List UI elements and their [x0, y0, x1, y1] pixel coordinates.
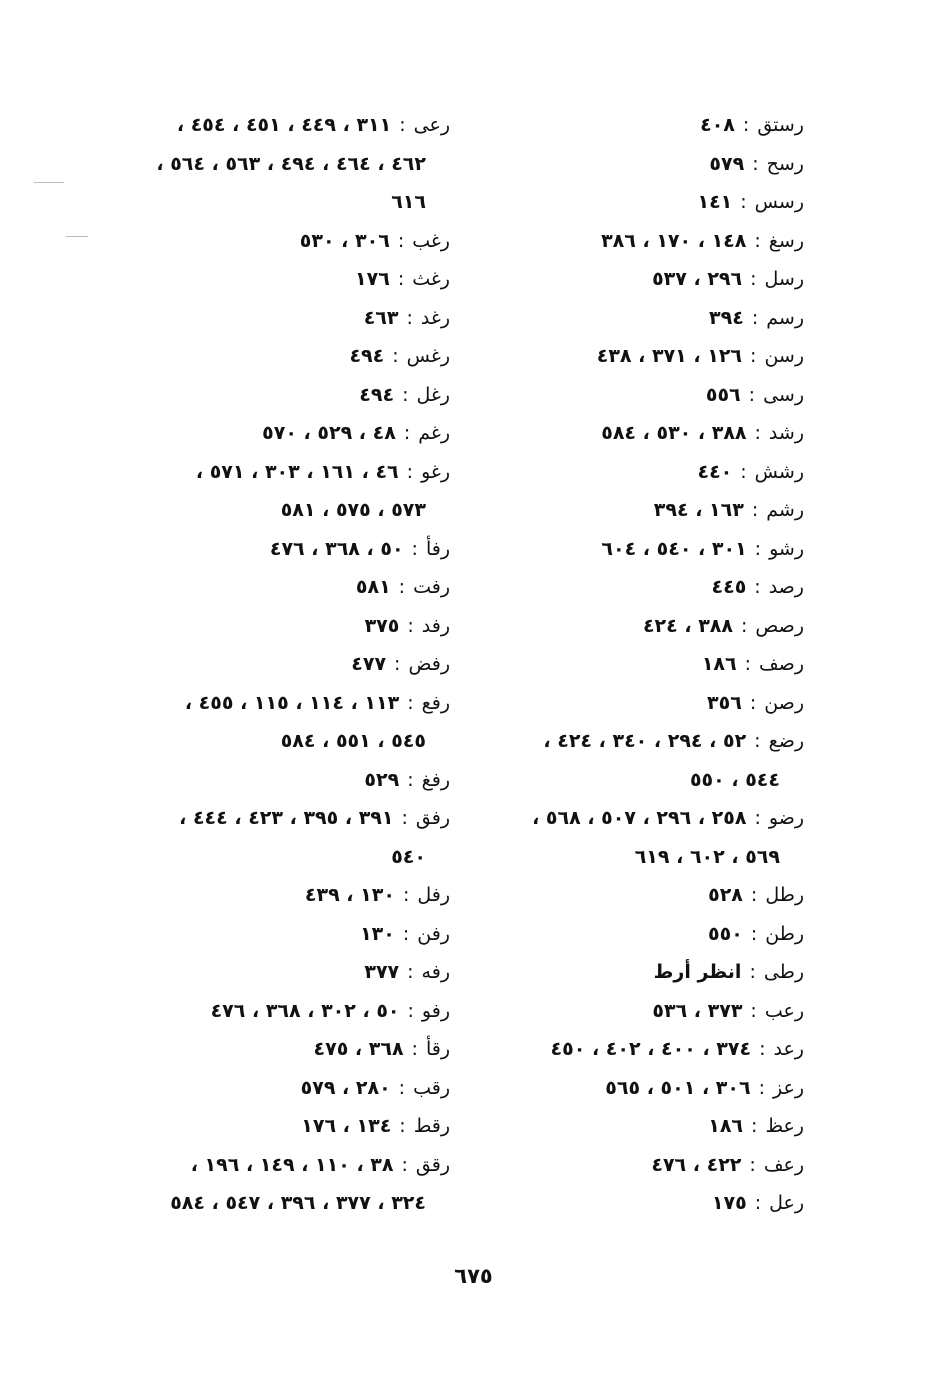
- entry-page-refs: ٣٨٨ ، ٤٢٤: [642, 614, 733, 637]
- entry-page-refs: ٣٧٥: [364, 614, 400, 637]
- index-entry: [80, 530, 450, 569]
- entry-page-refs: ٢٨٠ ، ٥٧٩: [300, 1076, 391, 1099]
- entry-page-refs: ٤٦ ، ١٦١ ، ٣٠٣ ، ٥٧١ ،: [195, 460, 399, 483]
- entry-separator: :: [754, 1192, 762, 1214]
- entry-page-refs: ١٨٦: [701, 653, 737, 675]
- entry-page-refs: ٤٩٤: [359, 383, 395, 406]
- index-entry: [444, 684, 804, 723]
- index-entry: [444, 106, 804, 145]
- entry-separator: :: [754, 537, 762, 560]
- entry-separator: :: [411, 1038, 418, 1060]
- entry-root: رغث: [412, 268, 450, 290]
- entry-root: رفو: [421, 999, 450, 1022]
- entry-page-refs: ١١٣ ، ١١٤ ، ١١٥ ، ٤٥٥ ،: [184, 691, 400, 714]
- entry-page-refs: ٥٦٩ ، ٦٠٢ ، ٦١٩: [634, 845, 780, 868]
- entry-page-refs: ١٣٤ ، ١٧٦: [301, 1115, 392, 1137]
- entry-root: رصن: [764, 691, 804, 714]
- index-entry: [444, 453, 804, 492]
- entry-separator: :: [399, 114, 406, 136]
- entry-separator: :: [402, 884, 410, 906]
- entry-page-refs: ٤٦٢ ، ٤٦٤ ، ٤٩٤ ، ٥٦٣ ، ٥٦٤ ،: [156, 152, 426, 175]
- entry-page-refs: ٣٨٨ ، ٥٣٠ ، ٥٨٤: [601, 422, 747, 444]
- entry-root: رستق: [757, 114, 804, 136]
- entry-root: رشم: [766, 499, 804, 521]
- entry-separator: :: [398, 576, 406, 598]
- entry-root: رفه: [421, 961, 450, 983]
- index-entry: [444, 222, 804, 261]
- entry-root: رفق: [415, 807, 450, 829]
- entry-separator: :: [407, 691, 414, 714]
- entry-separator: :: [750, 345, 757, 367]
- index-entry: [80, 761, 450, 800]
- entry-separator: :: [749, 691, 757, 714]
- index-entry: [80, 876, 450, 915]
- entry-separator: :: [751, 1115, 758, 1137]
- entry-page-refs: ١٧٦: [355, 268, 390, 290]
- entry-page-refs: ٤٦٣: [363, 306, 399, 329]
- index-entry: [444, 299, 804, 338]
- entry-root: رعف: [763, 1153, 804, 1176]
- entry-root: رقأ: [425, 1038, 450, 1060]
- page-number: ٦٧٥: [454, 1264, 493, 1288]
- entry-root: رطن: [765, 922, 804, 945]
- entry-page-refs: ٦١٦: [391, 191, 426, 213]
- entry-root: رغم: [418, 422, 450, 444]
- entry-root: رصف: [759, 653, 804, 675]
- entry-separator: :: [740, 460, 747, 483]
- entry-page-refs: ٣٢٤ ، ٣٧٧ ، ٣٩٦ ، ٥٤٧ ، ٥٨٤: [170, 1192, 426, 1214]
- entry-root: رسل: [764, 268, 804, 290]
- index-entry-continuation: [80, 491, 450, 530]
- entry-page-refs: ٣١١ ، ٤٤٩ ، ٤٥١ ، ٤٥٤ ،: [176, 114, 392, 136]
- entry-separator: :: [749, 1153, 756, 1176]
- entry-page-refs: ٥٠ ، ٣٠٢ ، ٣٦٨ ، ٤٧٦: [210, 999, 400, 1022]
- index-entry: [444, 915, 804, 954]
- entry-page-refs: ٣٠٦ ، ٥٠١ ، ٥٦٥: [605, 1076, 751, 1099]
- index-entry: [80, 799, 450, 838]
- index-entry-continuation: [444, 761, 804, 800]
- entry-separator: :: [750, 884, 758, 906]
- entry-root: رفغ: [421, 768, 450, 791]
- entry-page-refs: ٢٩٦ ، ٥٣٧: [652, 268, 743, 290]
- entry-page-refs: ٤٩٤: [349, 345, 385, 367]
- entry-root: رعب: [764, 999, 804, 1022]
- entry-separator: :: [401, 807, 408, 829]
- entry-root: رعى: [413, 114, 450, 136]
- index-column-right: [444, 106, 804, 1223]
- entry-root: رقط: [413, 1115, 450, 1137]
- entry-root: رفع: [421, 691, 450, 714]
- index-entry: [80, 953, 450, 992]
- index-entry: [80, 106, 450, 145]
- entry-root: رفد: [421, 614, 450, 637]
- entry-root: رغو: [421, 460, 450, 483]
- index-entry: [80, 992, 450, 1031]
- index-entry: [444, 260, 804, 299]
- index-entry: [80, 299, 450, 338]
- entry-separator: :: [752, 152, 759, 175]
- index-entry: [444, 1184, 804, 1223]
- entry-root: رطل: [765, 884, 804, 906]
- entry-page-refs: ٢٥٨ ، ٢٩٦ ، ٥٠٧ ، ٥٦٨ ،: [532, 807, 747, 829]
- entry-root: رضع: [768, 730, 804, 752]
- entry-root: رفت: [413, 576, 450, 598]
- index-entry: [80, 414, 450, 453]
- entry-root: رفل: [417, 884, 450, 906]
- entry-page-refs: ٣٦٨ ، ٤٧٥: [313, 1038, 404, 1060]
- entry-root: رغس: [406, 345, 450, 367]
- entry-page-refs: ١٦٣ ، ٣٩٤: [653, 499, 744, 521]
- entry-root: رعد: [773, 1038, 804, 1060]
- entry-separator: :: [394, 653, 401, 675]
- index-entry-continuation: [80, 145, 450, 184]
- entry-page-refs: ٥٧٩: [709, 152, 745, 175]
- index-entry: [80, 684, 450, 723]
- index-entry: [80, 1146, 450, 1185]
- entry-separator: :: [754, 422, 761, 444]
- entry-root: رفض: [408, 653, 450, 675]
- entry-page-refs: ٥٢٨: [708, 884, 743, 906]
- entry-root: رفأ: [425, 537, 450, 560]
- index-entry: [444, 799, 804, 838]
- index-entry: [444, 1146, 804, 1185]
- entry-separator: :: [406, 306, 413, 329]
- entry-separator: :: [742, 114, 750, 136]
- index-entry: [444, 491, 804, 530]
- index-entry: [444, 1069, 804, 1108]
- entry-page-refs: ٥٥٠: [708, 922, 743, 945]
- entry-root: رطى: [763, 961, 804, 983]
- index-entry: [444, 183, 804, 222]
- entry-page-refs: ٤٠٨: [700, 114, 735, 136]
- index-entry: [80, 376, 450, 415]
- index-entry-continuation: [80, 722, 450, 761]
- entry-page-refs: ٥٠ ، ٣٦٨ ، ٤٧٦: [269, 537, 404, 560]
- index-entry: [444, 607, 804, 646]
- entry-separator: :: [403, 422, 411, 444]
- entry-separator: :: [751, 306, 759, 329]
- entry-separator: :: [750, 922, 758, 945]
- entry-page-refs: ٤٧٧: [351, 653, 387, 675]
- index-entry: [80, 568, 450, 607]
- index-entry: [444, 530, 804, 569]
- entry-root: رشو: [769, 537, 804, 560]
- entry-separator: :: [402, 922, 410, 945]
- entry-page-refs: ٥٢٩: [364, 768, 400, 791]
- entry-page-refs: ٤٤٠: [697, 460, 733, 483]
- index-entry: [444, 876, 804, 915]
- entry-root: رشش: [754, 460, 804, 483]
- entry-root: رغب: [412, 229, 450, 252]
- entry-separator: :: [392, 345, 399, 367]
- index-entry: [80, 260, 450, 299]
- entry-separator: :: [748, 383, 756, 406]
- entry-separator: :: [402, 383, 409, 406]
- index-entry: [444, 953, 804, 992]
- entry-page-refs: ٣٨ ، ١١٠ ، ١٤٩ ، ١٩٦ ،: [190, 1153, 394, 1176]
- index-entry: [444, 414, 804, 453]
- entry-root: رسغ: [768, 229, 804, 252]
- index-entry: [444, 645, 804, 684]
- index-entry: [444, 722, 804, 761]
- entry-root: رسس: [754, 191, 804, 213]
- entry-page-refs: ٥٧٣ ، ٥٧٥ ، ٥٨١: [280, 499, 426, 521]
- entry-separator: :: [751, 499, 759, 521]
- entry-page-refs: ٥٨١: [355, 576, 391, 598]
- index-entry: [444, 568, 804, 607]
- index-entry: [80, 1069, 450, 1108]
- entry-separator: :: [750, 999, 757, 1022]
- entry-page-refs: ١٧٥: [711, 1192, 747, 1214]
- entry-page-refs: ٤٤٥: [711, 576, 747, 598]
- entry-separator: :: [741, 614, 748, 637]
- entry-separator: :: [407, 961, 414, 983]
- entry-separator: :: [740, 191, 747, 213]
- entry-root: رفن: [417, 922, 450, 945]
- index-entry: [444, 1107, 804, 1146]
- entry-separator: :: [397, 268, 405, 290]
- entry-separator: :: [399, 1115, 406, 1137]
- entry-page-refs: ١٨٦: [708, 1115, 744, 1137]
- entry-separator: :: [750, 268, 757, 290]
- entry-separator: :: [754, 576, 761, 598]
- entry-root: رسى: [763, 383, 804, 406]
- entry-separator: :: [754, 229, 761, 252]
- entry-page-refs: ١٤١: [697, 191, 733, 213]
- entry-root: رشد: [768, 422, 804, 444]
- entry-page-refs: ٣٠٦ ، ٥٣٠: [299, 229, 390, 252]
- margin-mark-top: [34, 182, 64, 183]
- entry-page-refs: ٣٩١ ، ٣٩٥ ، ٤٢٣ ، ٤٤٤ ،: [179, 807, 394, 829]
- entry-root: رسن: [764, 345, 804, 367]
- index-entry-continuation: [80, 1184, 450, 1223]
- entry-separator: :: [411, 537, 418, 560]
- entry-page-refs: انظر أرط: [653, 961, 742, 983]
- entry-page-refs: ٣٩٤: [709, 306, 744, 329]
- index-entry: [80, 222, 450, 261]
- index-entry-continuation: [80, 838, 450, 877]
- entry-page-refs: ٣٧٣ ، ٥٣٦: [652, 999, 743, 1022]
- entry-page-refs: ٤٨ ، ٥٢٩ ، ٥٧٠: [262, 422, 396, 444]
- entry-separator: :: [744, 653, 752, 675]
- entry-page-refs: ١٢٦ ، ٣٧١ ، ٤٣٨: [596, 345, 743, 367]
- entry-page-refs: ٤٢٢ ، ٤٧٦: [651, 1153, 742, 1176]
- entry-page-refs: ٥٥٦: [705, 383, 741, 406]
- index-entry: [80, 1030, 450, 1069]
- entry-separator: :: [754, 730, 761, 752]
- entry-root: رغد: [420, 306, 450, 329]
- entry-separator: :: [759, 1038, 766, 1060]
- entry-page-refs: ٥٢ ، ٢٩٤ ، ٣٤٠ ، ٤٢٤ ،: [543, 730, 747, 752]
- index-entry: [80, 645, 450, 684]
- entry-separator: :: [401, 1153, 408, 1176]
- index-entry-continuation: [444, 838, 804, 877]
- entry-page-refs: ٣٧٧: [364, 961, 400, 983]
- entry-separator: :: [407, 999, 414, 1022]
- entry-root: رضو: [768, 807, 804, 829]
- index-entry: [80, 607, 450, 646]
- entry-page-refs: ٣٥٦: [707, 691, 742, 714]
- index-entry: [80, 337, 450, 376]
- entry-page-refs: ٣٧٤ ، ٤٠٠ ، ٤٠٢ ، ٤٥٠: [550, 1038, 752, 1060]
- index-entry: [444, 376, 804, 415]
- index-entry: [80, 915, 450, 954]
- entry-page-refs: ٥٤٤ ، ٥٥٠: [689, 768, 780, 791]
- index-entry: [444, 992, 804, 1031]
- index-entry: [444, 1030, 804, 1069]
- entry-page-refs: ٣٠١ ، ٥٤٠ ، ٦٠٤: [601, 537, 747, 560]
- entry-root: رعز: [773, 1076, 804, 1099]
- entry-root: رقب: [413, 1076, 450, 1099]
- index-entry: [80, 1107, 450, 1146]
- entry-separator: :: [406, 460, 414, 483]
- entry-root: رعل: [769, 1192, 804, 1214]
- index-entry: [444, 337, 804, 376]
- entry-root: رسح: [766, 152, 804, 175]
- entry-root: رغل: [416, 383, 450, 406]
- entry-separator: :: [754, 807, 761, 829]
- entry-page-refs: ٥٤٥ ، ٥٥١ ، ٥٨٤: [280, 730, 426, 752]
- entry-separator: :: [758, 1076, 765, 1099]
- entry-page-refs: ١٣٠: [360, 922, 395, 945]
- entry-separator: :: [398, 1076, 406, 1099]
- entry-root: رسم: [766, 306, 804, 329]
- entry-page-refs: ١٤٨ ، ١٧٠ ، ٣٨٦: [601, 229, 747, 252]
- index-entry: [444, 145, 804, 184]
- entry-separator: :: [407, 768, 414, 791]
- entry-root: رعظ: [765, 1115, 804, 1137]
- index-entry-continuation: [80, 183, 450, 222]
- entry-root: رقق: [415, 1153, 450, 1176]
- entry-page-refs: ٥٤٠: [391, 845, 426, 868]
- index-entry: [80, 453, 450, 492]
- entry-separator: :: [397, 229, 405, 252]
- entry-page-refs: ١٣٠ ، ٤٣٩: [304, 884, 395, 906]
- entry-separator: :: [407, 614, 414, 637]
- entry-root: رصد: [768, 576, 804, 598]
- entry-root: رصص: [755, 614, 804, 637]
- entry-separator: :: [749, 961, 756, 983]
- index-column-left: [80, 106, 450, 1223]
